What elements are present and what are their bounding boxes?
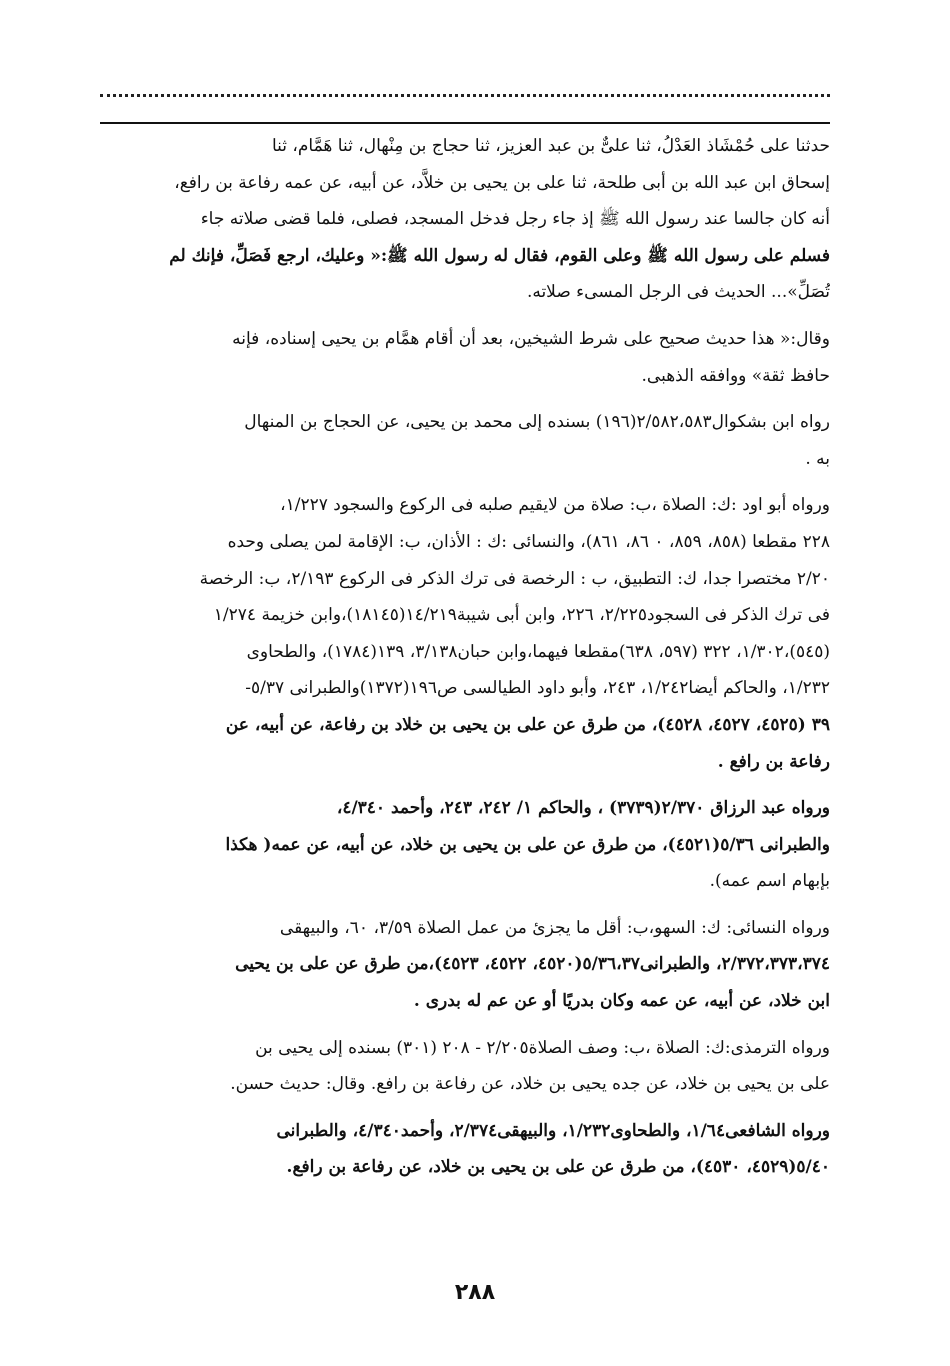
text-line: ١/٢٣٢، والحاكم أيضا١/٢٤٢، ٢٤٣، وأبو داود الطيالسى ص١٩٦(١٣٧٢)والطبرانى ٥/٣٧- [245, 678, 830, 699]
text-line: تُصَلِّ»... الحديث فى الرجل المسىء صلاته. [526, 282, 830, 303]
text-line: والطبرانى ٥/٣٦(٤٥٢١)، من طرق عن على بن يحيى بن خلاد، عن أبيه، عن عمه( هكذا [225, 834, 830, 855]
text-line: على بن يحيى بن خلاد، عن جده يحيى بن خلاد، عن رفاعة بن رافع. وقال: حديث حسن. [230, 1074, 830, 1095]
body-text [100, 128, 830, 1196]
paragraph-abu-dawud [100, 487, 830, 780]
paragraph-ibn-bashkuwal [100, 404, 830, 477]
text-line: فى ترك الذكر فى السجود٢/٢٢٥، ٢٢٦، وابن أبى شيبة١٤/٢١٩(١٨١٤٥)،وابن خزيمة ١/٢٧٤ [213, 605, 830, 626]
text-line: حافظ ثقة» ووافقه الذهبى. [641, 365, 830, 386]
paragraph-abd-al-razzaq [100, 790, 830, 900]
paragraph-tirmidhi [100, 1030, 830, 1103]
text-line: رواه ابن بشكوال٢/٥٨٢،٥٨٣(١٩٦) بسنده إلى محمد بن يحيى، عن الحجاج بن المنهال [244, 412, 830, 433]
text-line: ورواه أبو اود :ك: الصلاة ،ب: صلاة من لايقيم صلبه فى الركوع والسجود ١/٢٢٧، [280, 495, 830, 516]
text-line: ابن خلاد، عن أبيه، عن عمه وكان بدريًا أو عن عم له بدرى . [413, 991, 830, 1012]
text-line: ٢/٢٠ مختصرا جدا، ك: التطبيق، ب : الرخصة فى ترك الذكر فى الركوع ٢/١٩٣، ب: الرخصة [199, 568, 830, 589]
header-solid-rule [100, 122, 830, 124]
text-line: ٣٩ (٤٥٢٥، ٤٥٢٧، ٤٥٢٨)، من طرق عن على بن يحيى بن خلاد بن رفاعة، عن أبيه، عن [225, 714, 830, 735]
text-line: بإبهام اسم عمه). [709, 871, 830, 892]
text-line: ٥/٤٠(٤٥٢٩، ٤٥٣٠)، من طرق عن على بن يحيى بن خلاد، عن رفاعة بن رافع. [286, 1157, 830, 1178]
paragraph-hadith-text [100, 128, 830, 311]
text-line: به . [805, 448, 830, 469]
text-line: (٥٤٥)،١/٣٠٢، ٣٢٢ (٥٩٧، ٦٣٨)مقطعا فيهما،وابن حبان٣/١٣٨، ١٣٩(١٧٨٤)، والطحاوى [246, 641, 830, 662]
header-dotted-rule [100, 94, 830, 97]
text-line: وقال:« هذا حديث صحيح على شرط الشيخين، بعد أن أقام همَّام بن يحيى إسناده، فإنه [232, 328, 830, 349]
text-line: إسحاق ابن عبد الله بن أبى طلحة، ثنا على بن يحيى بن خلاَّد، عن أبيه، عن عمه رفاعة بن رافع، [174, 172, 830, 193]
text-line: ورواه الشافعى١/٦٤، والطحاوى١/٢٣٢، والبيهقى٢/٣٧٤، وأحمد٤/٣٤٠، والطبرانى [276, 1120, 830, 1141]
text-line: أنه كان جالسا عند رسول الله ﷺ إذ جاء رجل فدخل المسجد، فصلى، فلما قضى صلاته جاء [200, 209, 830, 230]
text-line: ٢٢٨ مقطعا (٨٥٨، ٨٥٩، ٠ ٨٦، ٨٦١)، والنسائى :ك : الأذان، ب: الإقامة لمن يصلى وحده [227, 531, 830, 552]
text-line: فسلم على رسول الله ﷺ وعلى القوم، فقال له رسول الله ﷺ:« وعليك، ارجع فَصَلِّ، فإنك لم [169, 245, 830, 266]
paragraph-grading [100, 321, 830, 394]
text-line: ٢/٣٧٢،٣٧٣،٣٧٤، والطبرانى٥/٣٦،٣٧(٤٥٢٠، ٤٥٢٢، ٤٥٢٣)،من طرق عن على بن يحيى [235, 954, 830, 975]
text-line: ورواه الترمذى:ك: الصلاة ،ب: وصف الصلاة٢/٢٠٥ - ٢٠٨ (٣٠١) بسنده إلى يحيى بن [255, 1037, 830, 1058]
paragraph-shafii [100, 1113, 830, 1186]
paragraph-nasai [100, 910, 830, 1020]
text-line: رفاعة بن رافع . [717, 751, 830, 772]
text-line: ورواه عبد الرزاق ٢/٣٧٠(٣٧٣٩) ، والحاكم ١/ ٢٤٢، ٢٤٣، وأحمد ٤/٣٤٠، [336, 798, 830, 819]
page-number: ٢٨٨ [454, 1280, 496, 1305]
text-line: حدثنا على حُمْشَاذ العَدْلُ، ثنا علىٌّ بن عبد العزيز، ثنا حجاج بن مِنْهال، ثنا هَمَّام، ثنا [271, 136, 830, 156]
text-line: ورواه النسائى: ك: السهو،ب: أقل ما يجزئ من عمل الصلاة ٣/٥٩، ٦٠، والبيهقى [279, 917, 830, 938]
